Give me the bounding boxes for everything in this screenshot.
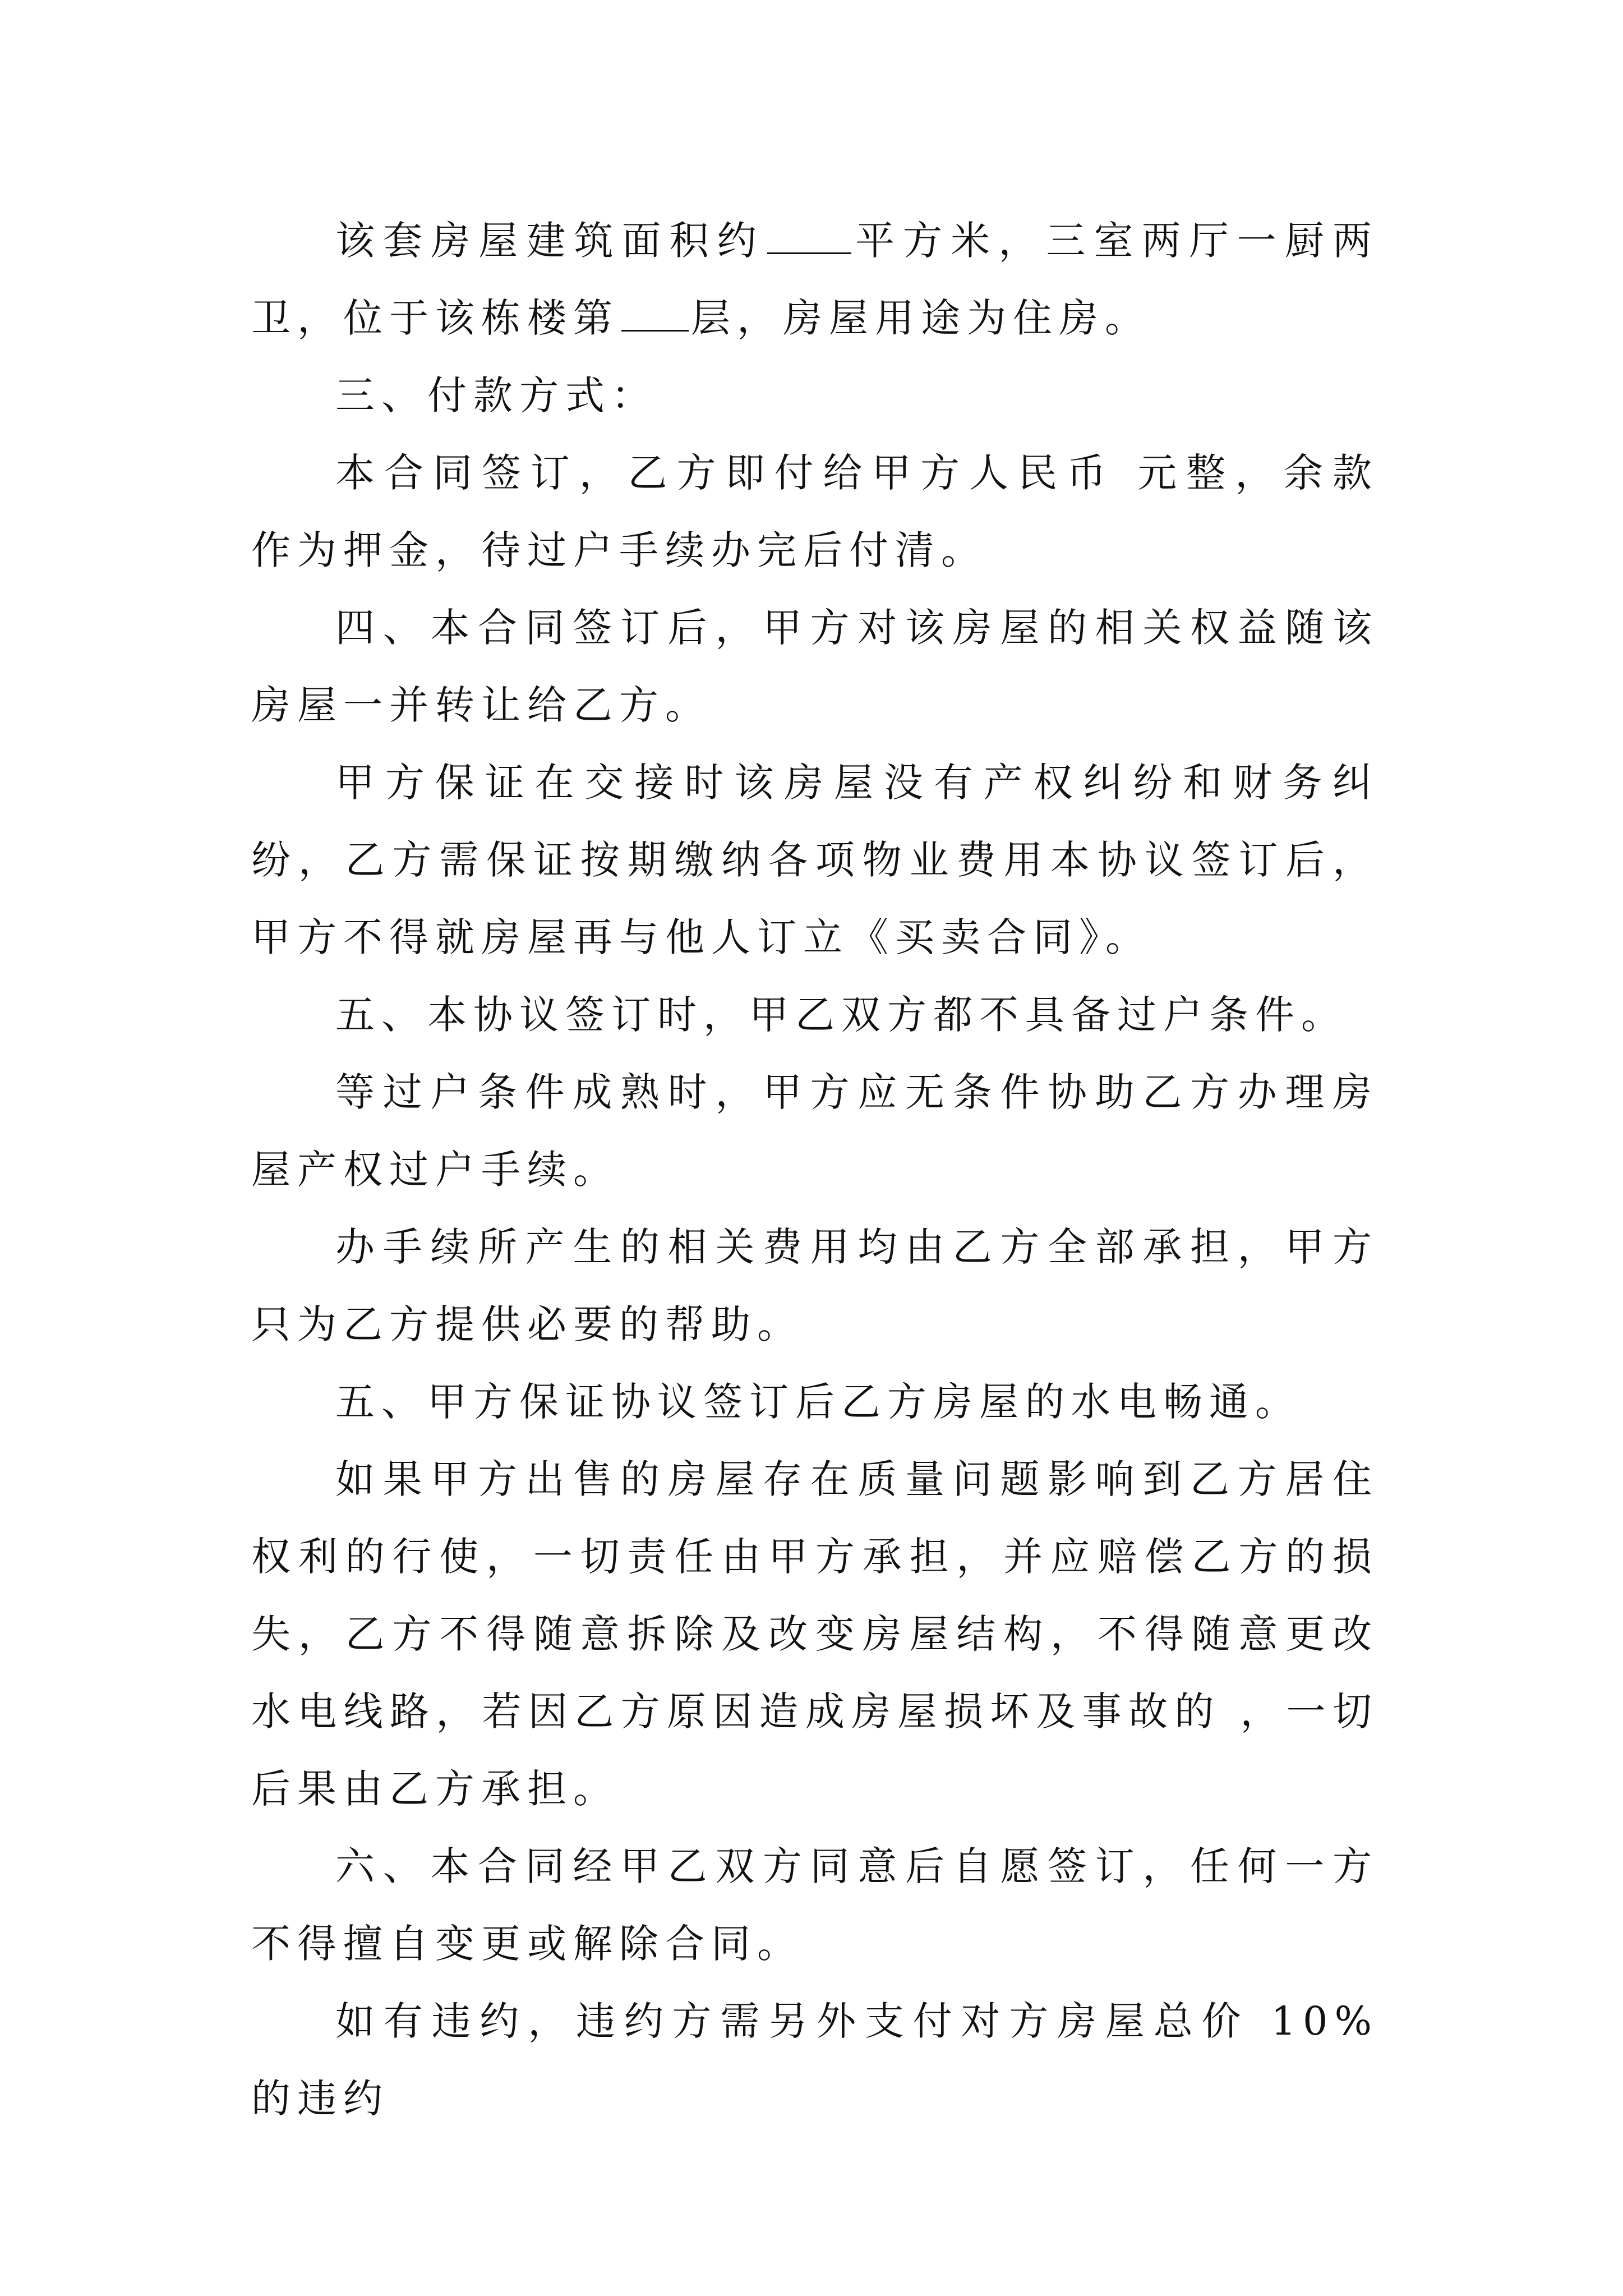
paragraph-text: 层，房屋用途为住房。 bbox=[691, 295, 1151, 341]
paragraph-seller-guarantee: 甲方保证在交接时该房屋没有产权纠纷和财务纠纷，乙方需保证按期缴纳各项物业费用本协议签订后，甲方不得就房屋再与他人订立《买卖合同》。 bbox=[251, 760, 1378, 960]
paragraph-transfer-assistance: 等过户条件成熟时，甲方应无条件协助乙方办理房屋产权过户手续。 bbox=[251, 1069, 1378, 1193]
paragraph-text: 该套房屋建筑面积约 bbox=[335, 218, 765, 264]
paragraph-fees: 办手续所产生的相关费用均由乙方全部承担，甲方只为乙方提供必要的帮助。 bbox=[251, 1224, 1378, 1347]
paragraph-house-area bbox=[251, 202, 1378, 357]
paragraph-rights-transfer: 四、本合同签订后，甲方对该房屋的相关权益随该房屋一并转让给乙方。 bbox=[251, 605, 1378, 728]
paragraph-no-unilateral-change: 六、本合同经甲乙双方同意后自愿签订，任何一方不得擅自变更或解除合同。 bbox=[251, 1843, 1378, 1967]
paragraph-utilities: 五、甲方保证协议签订后乙方房屋的水电畅通。 bbox=[335, 1379, 1301, 1425]
paragraph-breach-penalty: 如有违约，违约方需另外支付对方房屋总价 10%的违约 bbox=[251, 1998, 1378, 2122]
paragraph-text: 平方米，三室两厅一厨两卫，位于该栋楼第 bbox=[251, 218, 1379, 341]
paragraph-payment-terms: 本合同签订，乙方即付给甲方人民币 元整，余款 作为押金，待过户手续办完后付清。 bbox=[251, 450, 1378, 573]
area-blank-field bbox=[767, 213, 851, 254]
paragraph-transfer-conditions: 五、本协议签订时，甲乙双方都不具备过户条件。 bbox=[335, 992, 1347, 1038]
floor-blank-field bbox=[621, 291, 689, 332]
paragraph-quality-liability: 如果甲方出售的房屋存在质量问题影响到乙方居住权利的行使，一切责任由甲方承担，并应赔偿乙方的损失，乙方不得随意拆除及改变房屋结构，不得随意更改水电线路，若因乙方原因造成房屋损坏及事故的 ，一切后果由乙方承担。 bbox=[251, 1456, 1378, 1812]
paragraph-payment-heading: 三、付款方式： bbox=[335, 372, 657, 418]
contract-body bbox=[251, 202, 1378, 2137]
